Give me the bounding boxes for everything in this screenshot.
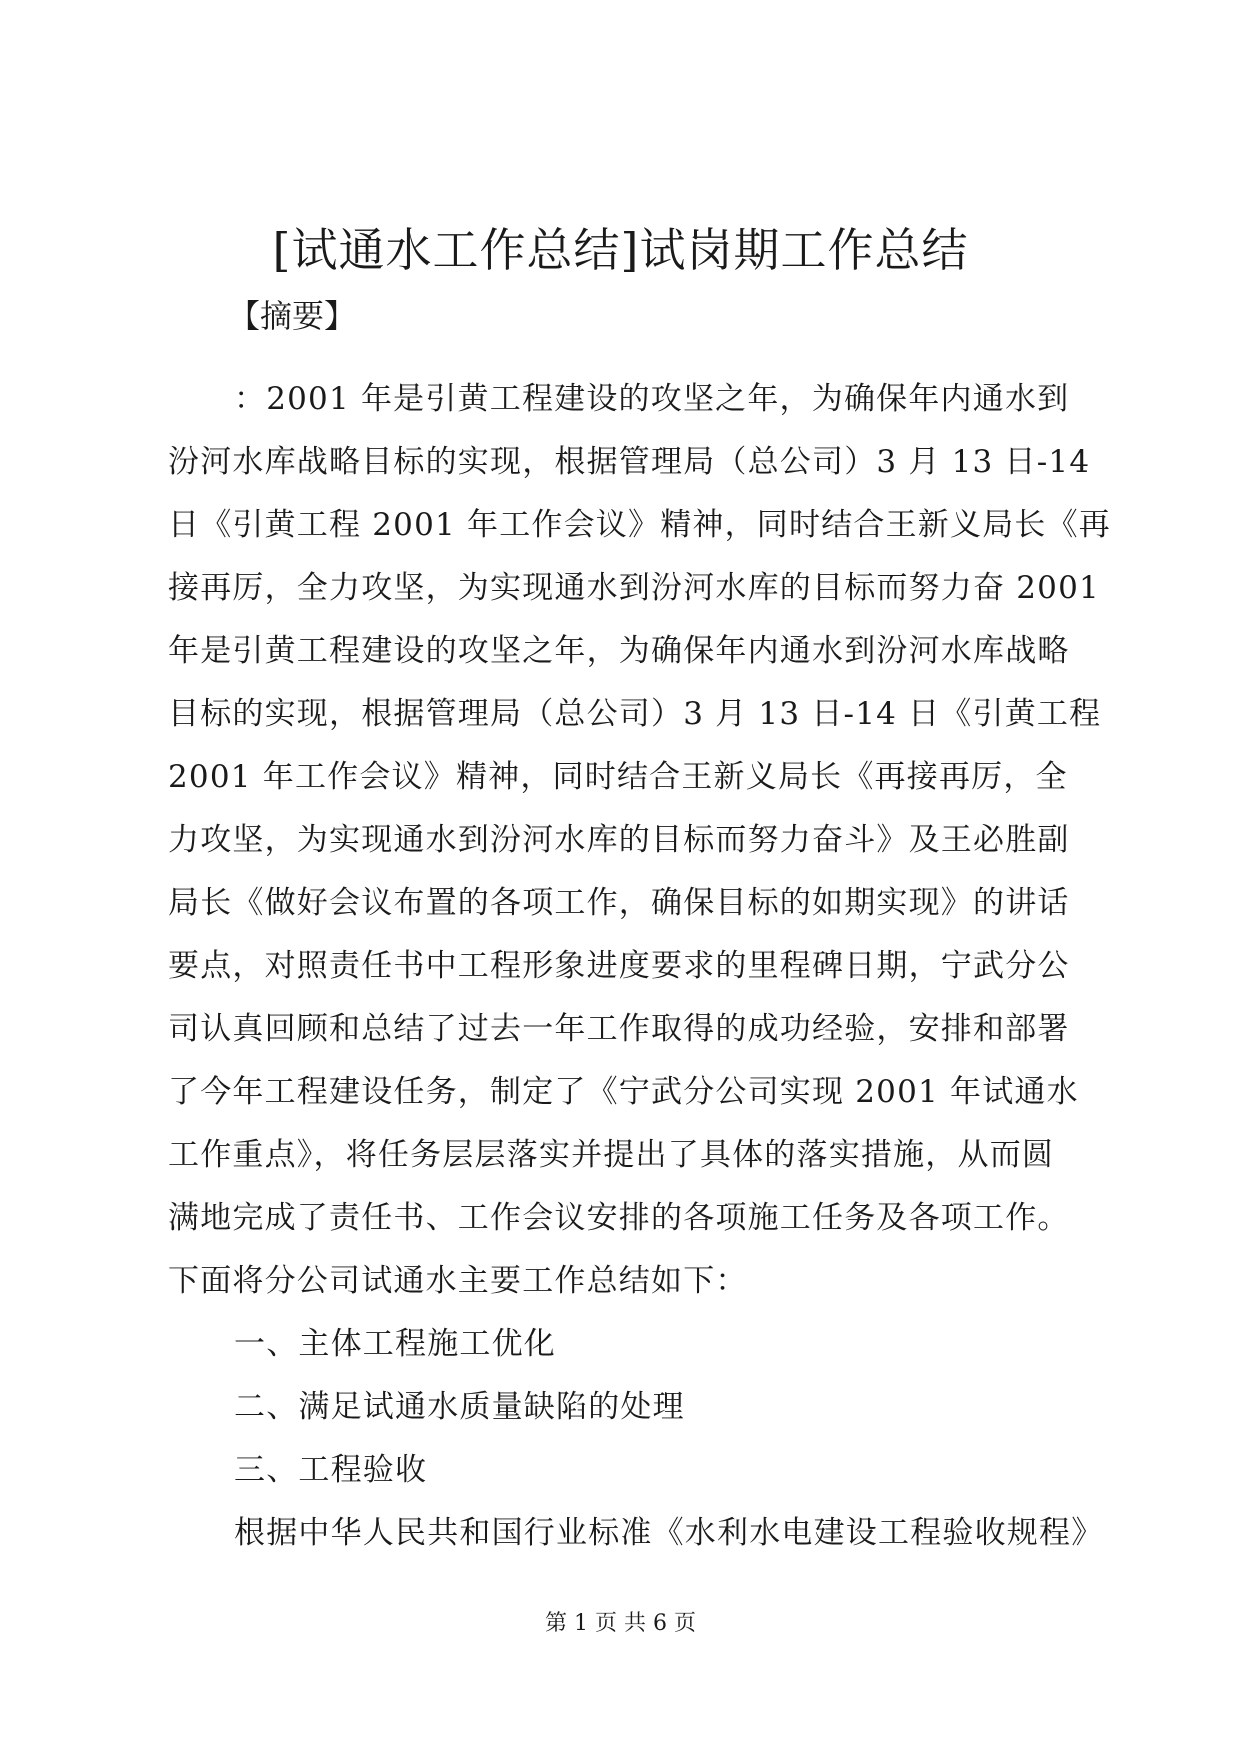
paragraph-line: 年是引黄工程建设的攻坚之年，为确保年内通水到汾河水库战略 — [168, 633, 1070, 669]
paragraph-line: ：2001 年是引黄工程建设的攻坚之年，为确保年内通水到 — [234, 381, 1070, 417]
paragraph-line: 目标的实现，根据管理局（总公司）3 月 13 日-14 日《引黄工程 — [168, 696, 1102, 732]
paragraph-line: 局长《做好会议布置的各项工作，确保目标的如期实现》的讲话 — [168, 885, 1070, 921]
abstract-label: 【摘要】 — [228, 297, 357, 335]
page-number-footer: 第 1 页 共 6 页 — [545, 1611, 696, 1636]
paragraph-line: 汾河水库战略目标的实现，根据管理局（总公司）3 月 13 日-14 — [168, 444, 1091, 480]
paragraph-line: 力攻坚，为实现通水到汾河水库的目标而努力奋斗》及王必胜副 — [168, 822, 1070, 858]
paragraph-line: 日《引黄工程 2001 年工作会议》精神，同时结合王新义局长《再 — [168, 507, 1111, 543]
paragraph-line: 要点，对照责任书中工程形象进度要求的里程碑日期，宁武分公 — [168, 948, 1070, 984]
paragraph-line: 满地完成了责任书、工作会议安排的各项施工任务及各项工作。 — [168, 1200, 1070, 1236]
paragraph-line: 根据中华人民共和国行业标准《水利水电建设工程验收规程》 — [234, 1515, 1104, 1551]
document-title: [试通水工作总结]试岗期工作总结 — [272, 223, 969, 277]
paragraph-line: 工作重点》，将任务层层落实并提出了具体的落实措施，从而圆 — [168, 1137, 1055, 1173]
paragraph-line: 下面将分公司试通水主要工作总结如下： — [168, 1263, 748, 1299]
paragraph-line: 接再厉，全力攻坚，为实现通水到汾河水库的目标而努力奋 2001 — [168, 570, 1100, 606]
document-body — [168, 368, 1111, 1565]
section-heading: 二、满足试通水质量缺陷的处理 — [234, 1389, 685, 1425]
section-heading: 三、工程验收 — [234, 1452, 428, 1488]
paragraph-line: 了今年工程建设任务，制定了《宁武分公司实现 2001 年试通水 — [168, 1074, 1079, 1110]
paragraph-line: 2001 年工作会议》精神，同时结合王新义局长《再接再厉，全 — [168, 759, 1068, 795]
paragraph-line: 司认真回顾和总结了过去一年工作取得的成功经验，安排和部署 — [168, 1011, 1070, 1047]
section-heading: 一、主体工程施工优化 — [234, 1326, 556, 1362]
